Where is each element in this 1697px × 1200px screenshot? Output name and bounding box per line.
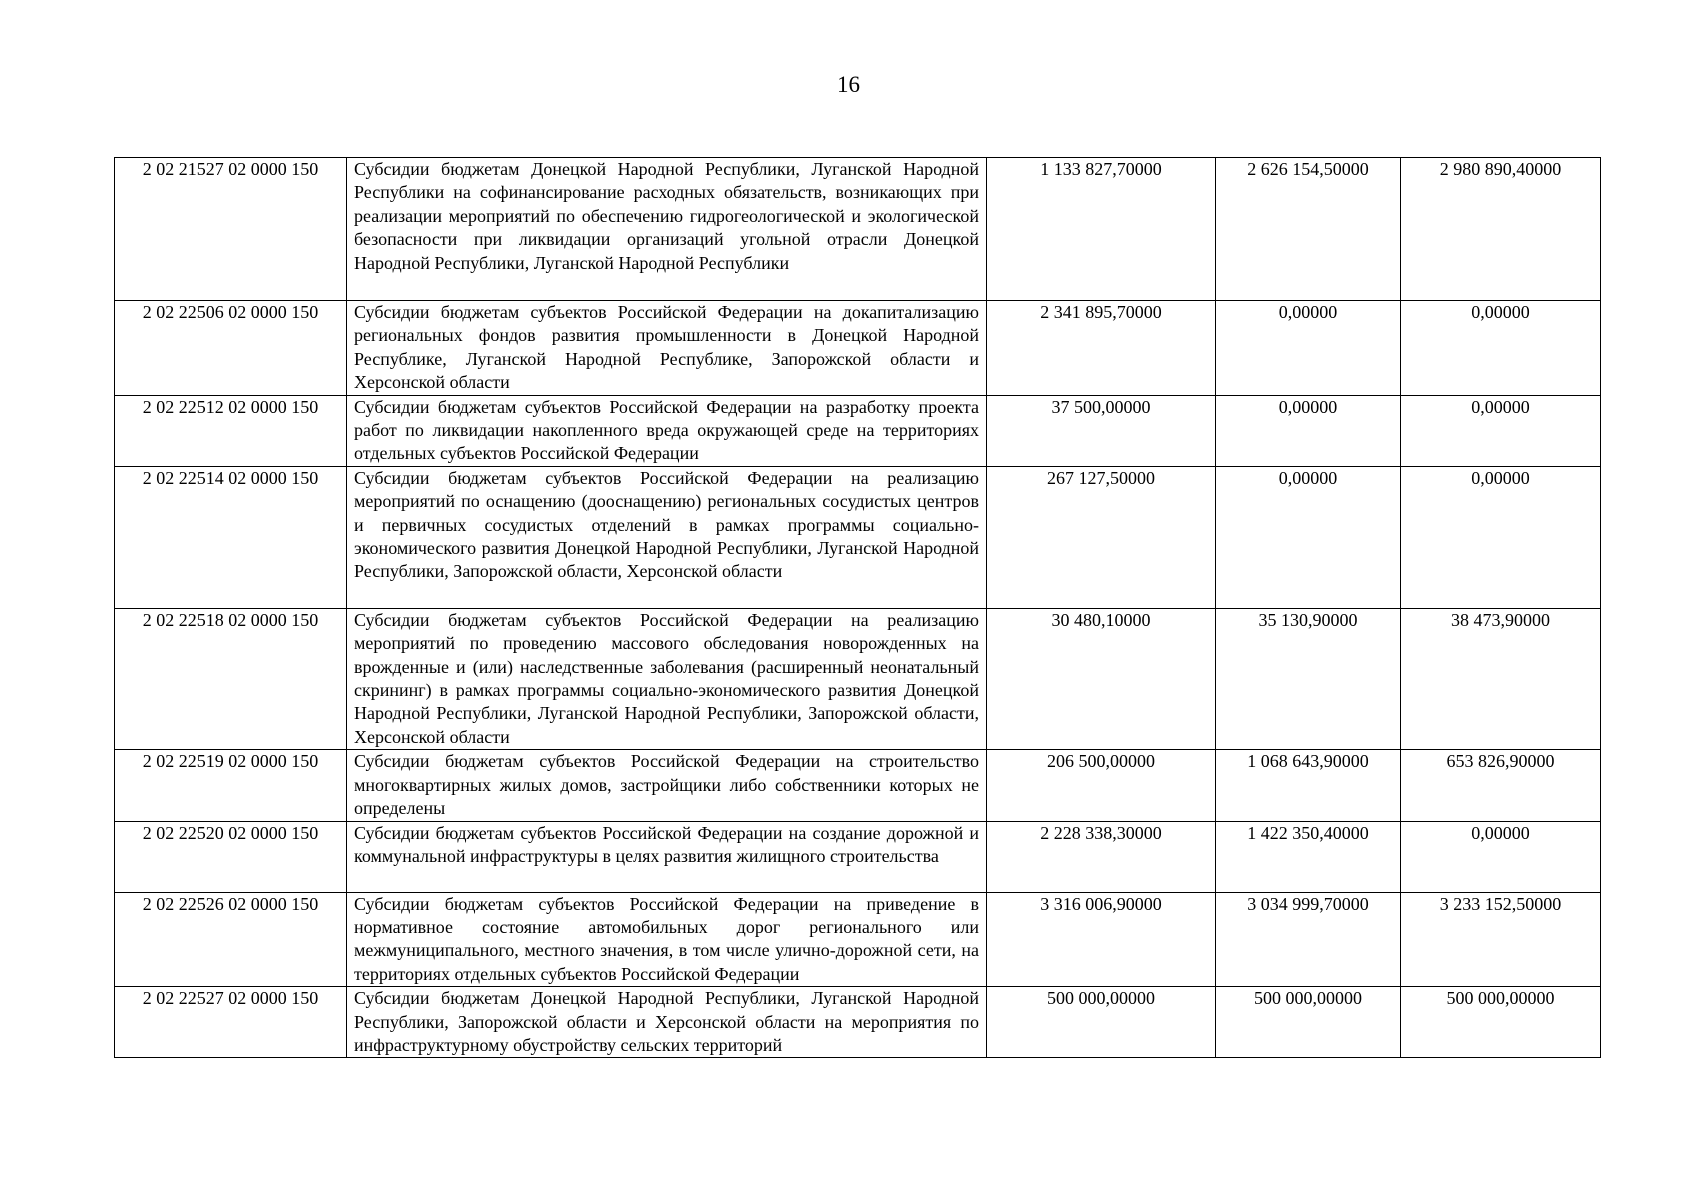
description-cell: Субсидии бюджетам субъектов Российской Федерации на разработку проекта работ по ликвидации накопленного вреда окружающей среде на территориях отдельных субъектов Российской Федерации: [347, 395, 987, 466]
amount-year-1-cell: 500 000,00000: [987, 987, 1216, 1058]
description-cell: Субсидии бюджетам Донецкой Народной Республики, Луганской Народной Республики, Запорожской области и Херсонской области на мероприятия по инфраструктурному обустройству сельских территорий: [347, 987, 987, 1058]
budget-code-cell: 2 02 22527 02 0000 150: [115, 987, 347, 1058]
table-row: [115, 301, 1601, 396]
amount-year-2-cell: 1 068 643,90000: [1216, 750, 1401, 821]
amount-year-2-cell: 0,00000: [1216, 395, 1401, 466]
table-row: [115, 750, 1601, 821]
amount-year-2-cell: 35 130,90000: [1216, 608, 1401, 749]
description-cell: Субсидии бюджетам субъектов Российской Федерации на создание дорожной и коммунальной инфраструктуры в целях развития жилищного строительства: [347, 821, 987, 892]
amount-year-3-cell: 0,00000: [1401, 821, 1601, 892]
budget-code-cell: 2 02 22526 02 0000 150: [115, 892, 347, 987]
table-row: [115, 892, 1601, 987]
table-row: [115, 608, 1601, 749]
budget-code-cell: 2 02 22519 02 0000 150: [115, 750, 347, 821]
table-row: [115, 821, 1601, 892]
budget-revenue-table: [114, 157, 1601, 1058]
description-cell: Субсидии бюджетам субъектов Российской Федерации на докапитализацию региональных фондов развития промышленности в Донецкой Народной Республике, Луганской Народной Республике, Запорожской области и Херсонской области: [347, 301, 987, 396]
description-cell: Субсидии бюджетам субъектов Российской Федерации на реализацию мероприятий по проведению массового обследования новорожденных на врожденные и (или) наследственные заболевания (расширенный неонатальный скрининг) в рамках программы социально-экономического развития Донецкой Народной Республики, Луганской Народной Республики, Запорожской области, Херсонской области: [347, 608, 987, 749]
budget-code-cell: 2 02 21527 02 0000 150: [115, 158, 347, 301]
amount-year-1-cell: 1 133 827,70000: [987, 158, 1216, 301]
amount-year-2-cell: 500 000,00000: [1216, 987, 1401, 1058]
amount-year-3-cell: 0,00000: [1401, 466, 1601, 608]
amount-year-2-cell: 2 626 154,50000: [1216, 158, 1401, 301]
budget-code-cell: 2 02 22518 02 0000 150: [115, 608, 347, 749]
description-cell: Субсидии бюджетам Донецкой Народной Республики, Луганской Народной Республики на софинансирование расходных обязательств, возникающих при реализации мероприятий по обеспечению гидрогеологической и экологической безопасности при ликвидации организаций угольной отрасли Донецкой Народной Республики, Луганской Народной Республики: [347, 158, 987, 301]
amount-year-3-cell: 3 233 152,50000: [1401, 892, 1601, 987]
amount-year-2-cell: 3 034 999,70000: [1216, 892, 1401, 987]
amount-year-3-cell: 38 473,90000: [1401, 608, 1601, 749]
description-cell: Субсидии бюджетам субъектов Российской Федерации на приведение в нормативное состояние автомобильных дорог регионального или межмуниципального, местного значения, в том числе улично-дорожной сети, на территориях отдельных субъектов Российской Федерации: [347, 892, 987, 987]
amount-year-3-cell: 653 826,90000: [1401, 750, 1601, 821]
amount-year-1-cell: 3 316 006,90000: [987, 892, 1216, 987]
page-number: 16: [837, 72, 860, 97]
amount-year-3-cell: 0,00000: [1401, 395, 1601, 466]
table-row: [115, 987, 1601, 1058]
amount-year-1-cell: 37 500,00000: [987, 395, 1216, 466]
amount-year-3-cell: 0,00000: [1401, 301, 1601, 396]
budget-code-cell: 2 02 22520 02 0000 150: [115, 821, 347, 892]
budget-code-cell: 2 02 22512 02 0000 150: [115, 395, 347, 466]
description-cell: Субсидии бюджетам субъектов Российской Федерации на строительство многоквартирных жилых домов, застройщики либо собственники которых не определены: [347, 750, 987, 821]
table-row: [115, 395, 1601, 466]
amount-year-2-cell: 1 422 350,40000: [1216, 821, 1401, 892]
amount-year-1-cell: 206 500,00000: [987, 750, 1216, 821]
amount-year-1-cell: 267 127,50000: [987, 466, 1216, 608]
budget-code-cell: 2 02 22506 02 0000 150: [115, 301, 347, 396]
amount-year-3-cell: 500 000,00000: [1401, 987, 1601, 1058]
description-cell: Субсидии бюджетам субъектов Российской Федерации на реализацию мероприятий по оснащению (дооснащению) региональных сосудистых центров и первичных сосудистых отделений в рамках программы социально-экономического развития Донецкой Народной Республики, Луганской Народной Республики, Запорожской области, Херсонской области: [347, 466, 987, 608]
amount-year-1-cell: 2 341 895,70000: [987, 301, 1216, 396]
amount-year-1-cell: 2 228 338,30000: [987, 821, 1216, 892]
amount-year-1-cell: 30 480,10000: [987, 608, 1216, 749]
amount-year-3-cell: 2 980 890,40000: [1401, 158, 1601, 301]
table-row: [115, 466, 1601, 608]
table-row: [115, 158, 1601, 301]
amount-year-2-cell: 0,00000: [1216, 466, 1401, 608]
budget-code-cell: 2 02 22514 02 0000 150: [115, 466, 347, 608]
amount-year-2-cell: 0,00000: [1216, 301, 1401, 396]
